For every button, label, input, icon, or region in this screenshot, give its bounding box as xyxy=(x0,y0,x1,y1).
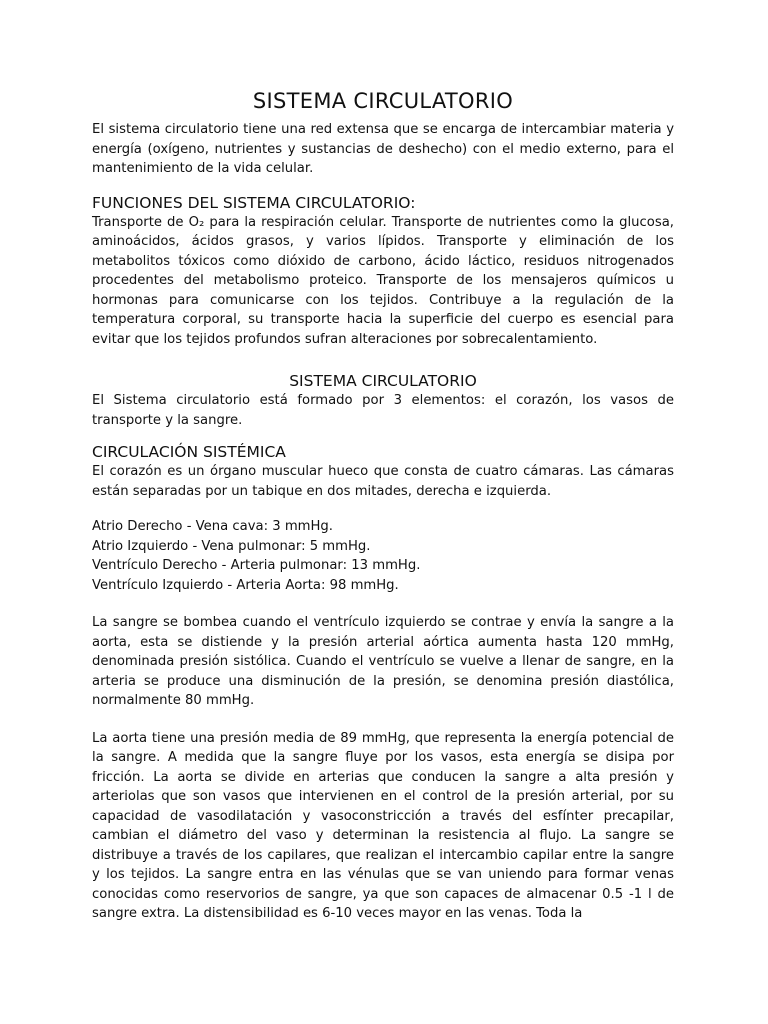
systemic-paragraph: El corazón es un órgano muscular hueco que consta de cuatro cámaras. Las cámaras están separadas por un tabique en dos mitades, derecha e izquierda. xyxy=(92,464,674,499)
systemic-circulation-heading: CIRCULACIÓN SISTÉMICA xyxy=(92,443,286,461)
pressure-line: Ventrículo Izquierdo - Arteria Aorta: 98 mmHg. xyxy=(92,577,399,593)
system-heading: SISTEMA CIRCULATORIO xyxy=(289,372,477,390)
pressure-paragraph: La sangre se bombea cuando el ventrículo izquierdo se contrae y envía la sangre a la aorta, esta se distiende y la presión arterial aórtica aumenta hasta 120 mmHg, denominada presión sistólica. Cuando el ventrículo se vuelve a llenar de sangre, en la arteria se produce una disminución de la presión, se denomina presión diastólica, normalmente 80 mmHg. xyxy=(92,615,674,708)
functions-paragraph: Transporte de O₂ para la respiración celular. Transporte de nutrientes como la glucosa, aminoácidos, ácidos grasos, y varios lípidos. Transporte y eliminación de los metabolitos tóxicos como dióxido de carbono, ácido láctico, residuos nitrogenados procedentes del metabolismo proteico. Transporte de los mensajeros químicos u hormonas para comunicarse con los tejidos. Contribuye a la regulación de la temperatura corporal, su transporte hacia la superficie del cuerpo es esencial para evitar que los tejidos profundos sufran alteraciones por sobrecalentamiento. xyxy=(92,214,674,347)
pressure-line: Atrio Izquierdo - Vena pulmonar: 5 mmHg. xyxy=(92,538,371,554)
pressure-list xyxy=(92,517,674,595)
document-title: SISTEMA CIRCULATORIO xyxy=(252,89,514,113)
system-paragraph: El Sistema circulatorio está formado por 3 elementos: el corazón, los vasos de transporte y la sangre. xyxy=(92,393,674,428)
pressure-line: Ventrículo Derecho - Arteria pulmonar: 13 mmHg. xyxy=(92,558,421,573)
pressure-line: Atrio Derecho - Vena cava: 3 mmHg. xyxy=(92,519,333,534)
aorta-paragraph: La aorta tiene una presión media de 89 mmHg, que representa la energía potencial de la sangre. A medida que la sangre fluye por los vasos, esta energía se disipa por fricción. La aorta se divide en arterias que conducen la sangre a alta presión y arteriolas que son vasos que intervienen en el control de la presión arterial, por su capacidad de vasodilatación y vasoconstricción a través del esfínter precapilar, cambian el diámetro del vaso y determinan la resistencia al flujo. La sangre se distribuye a través de los capilares, que realizan el intercambio capilar entre la sangre y los tejidos. La sangre entra en las vénulas que se van uniendo para formar venas conocidas como reservorios de sangre, ya que son capaces de almacenar 0.5 -1 l de sangre extra. La distensibilidad es 6-10 veces mayor en las venas. Toda la xyxy=(92,730,674,921)
functions-heading: FUNCIONES DEL SISTEMA CIRCULATORIO: xyxy=(92,193,416,212)
intro-paragraph: El sistema circulatorio tiene una red extensa que se encarga de intercambiar materia y energía (oxígeno, nutrientes y sustancias de deshecho) con el medio externo, para el mantenimiento de la vida celular. xyxy=(92,122,674,176)
